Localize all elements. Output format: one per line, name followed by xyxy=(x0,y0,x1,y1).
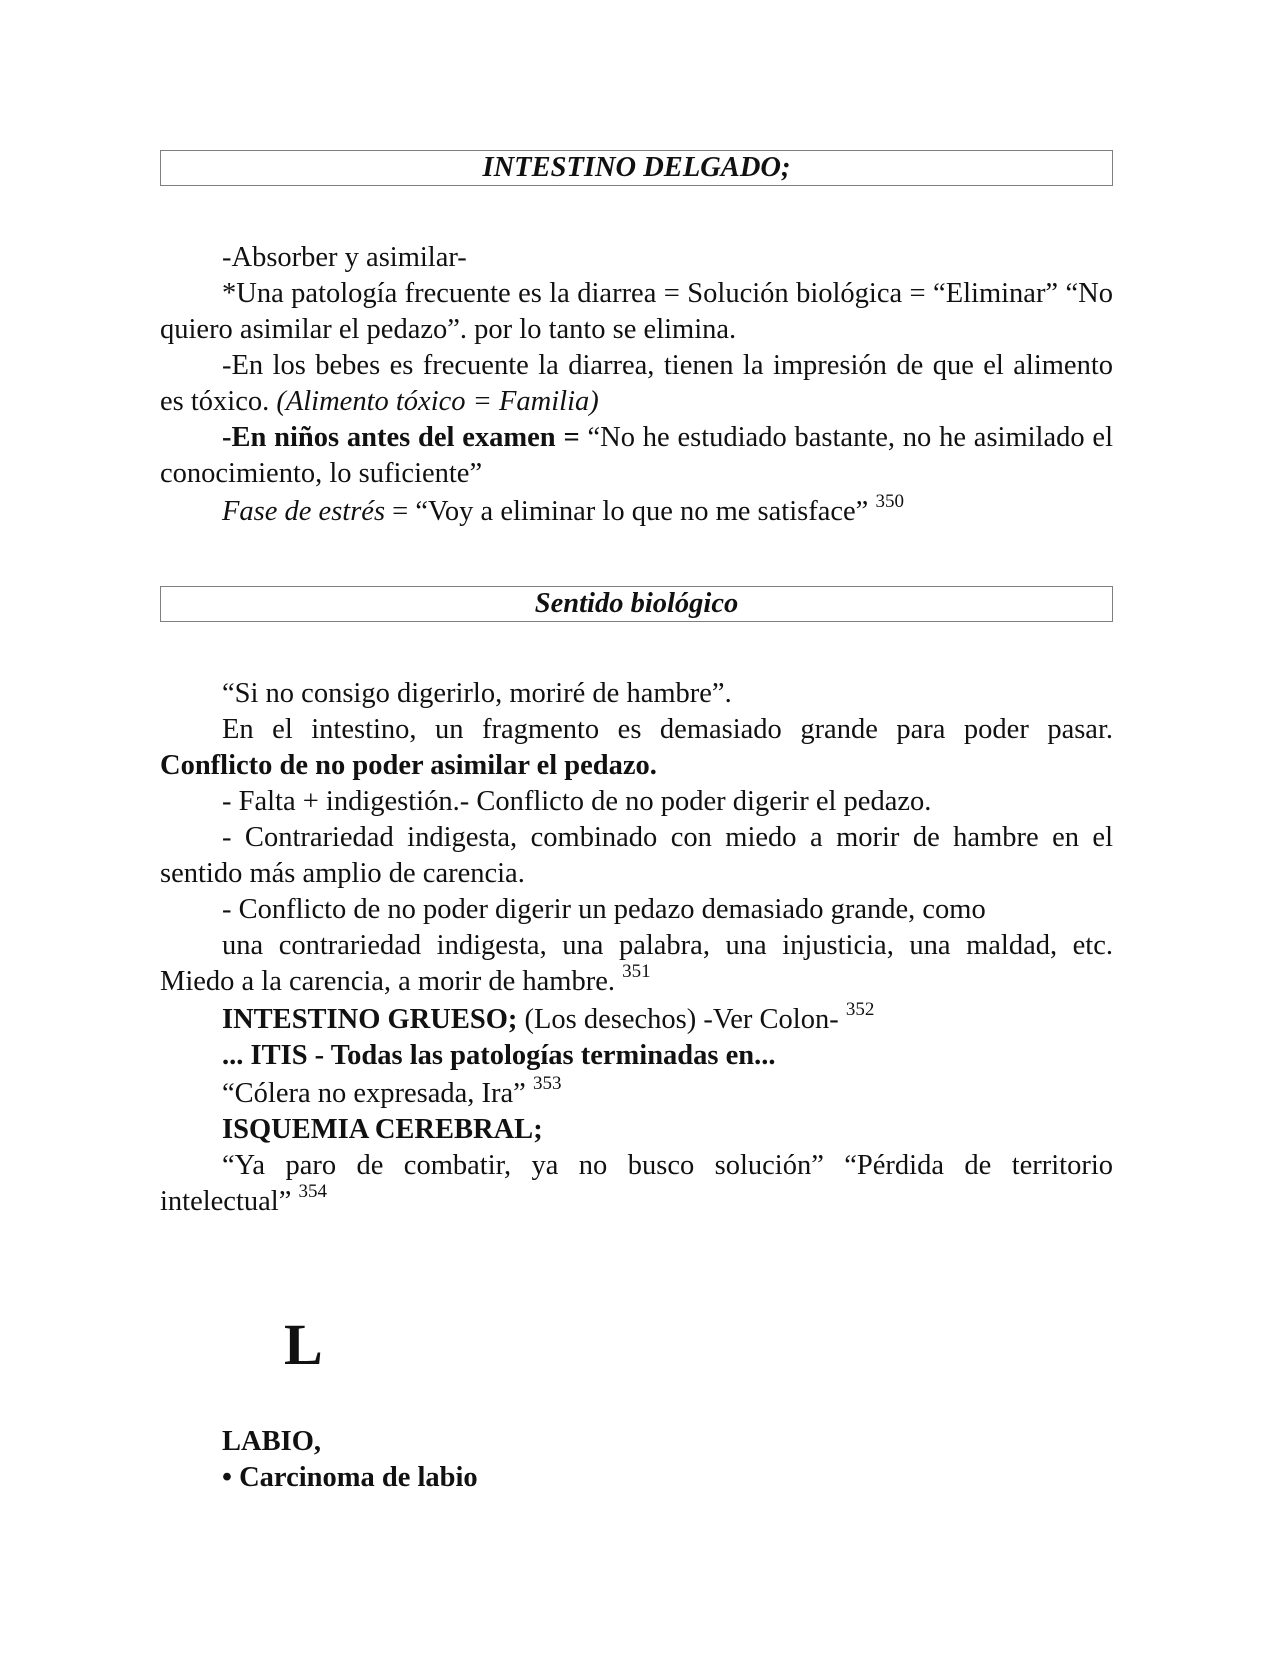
paragraph-contrariedad-indigesta xyxy=(160,928,1113,1000)
section-title-sentido-biologico: Sentido biológico xyxy=(160,586,1113,622)
paragraph-fragmento xyxy=(160,712,1113,784)
ya-paro-text: “Ya paro de combatir, ya no busco solución” “Pérdida de territorio intelectual” xyxy=(160,1150,1113,1217)
footnote-ref-351[interactable]: 351 xyxy=(622,960,651,982)
ninos-examen-bold: -En niños antes del examen = xyxy=(222,422,588,453)
fragmento-bold: Conflicto de no poder asimilar el pedazo. xyxy=(160,750,657,781)
fase-estres-text: = “Voy a eliminar lo que no me satisface” xyxy=(385,496,876,527)
paragraph-ninos-examen xyxy=(160,420,1113,492)
paragraph-colera xyxy=(160,1072,1113,1112)
contrariedad-indigesta-text: una contrariedad indigesta, una palabra, una injusticia, una maldad, etc. Miedo a la carencia, a morir de hambre. xyxy=(160,930,1113,997)
ninos-examen-text: “No he estudiado bastante, no he asimilado el conocimiento, lo suficiente” xyxy=(160,422,1113,489)
colera-text: “Cólera no expresada, Ira” xyxy=(222,1078,533,1109)
bebes-text: -En los bebes es frecuente la diarrea, tienen la impresión de que el alimento es tóxico. xyxy=(160,350,1113,417)
section-sentido-biologico-body xyxy=(160,676,1113,1220)
intestino-grueso-text: (Los desechos) -Ver Colon- xyxy=(517,1004,846,1035)
carcinoma-bullet: • Carcinoma de labio xyxy=(222,1462,478,1493)
fase-estres-italic: Fase de estrés xyxy=(222,496,386,527)
paragraph-fase-estres xyxy=(160,490,1113,530)
section-title-intestino-delgado: INTESTINO DELGADO; xyxy=(160,150,1113,186)
section-labio xyxy=(160,1424,1113,1496)
paragraph-patologia-diarrea: *Una patología frecuente es la diarrea = Solución biológica = “Eliminar” “No quiero asimilar el pedazo”. por lo tanto se elimina. xyxy=(160,278,1113,345)
paragraph-intestino-grueso xyxy=(160,998,1113,1038)
paragraph-absorber: -Absorber y asimilar- xyxy=(222,242,467,273)
footnote-ref-354[interactable]: 354 xyxy=(298,1180,327,1202)
footnote-ref-350[interactable]: 350 xyxy=(875,490,904,512)
paragraph-bebes xyxy=(160,348,1113,420)
section-intestino-delgado-body xyxy=(160,240,1113,530)
letter-section-heading: L xyxy=(284,1312,323,1377)
footnote-ref-353[interactable]: 353 xyxy=(532,1072,562,1094)
paragraph-contrariedad: - Contrariedad indigesta, combinado con miedo a morir de hambre en el sentido más amplio de carencia. xyxy=(160,822,1113,889)
paragraph-itis: ... ITIS - Todas las patologías terminadas en... xyxy=(222,1040,776,1071)
fragmento-text: En el intestino, un fragmento es demasiado grande para poder pasar. xyxy=(222,714,1113,745)
paragraph-conflicto-pedazo: - Conflicto de no poder digerir un pedazo demasiado grande, como xyxy=(222,894,986,925)
bebes-italic-note: (Alimento tóxico = Familia) xyxy=(276,386,599,417)
paragraph-isquemia-cerebral: ISQUEMIA CEREBRAL; xyxy=(222,1114,543,1145)
labio-heading: LABIO, xyxy=(222,1426,321,1457)
footnote-ref-352[interactable]: 352 xyxy=(845,998,875,1020)
intestino-grueso-heading: INTESTINO GRUESO; xyxy=(222,1004,518,1035)
paragraph-digerirlo: “Si no consigo digerirlo, moriré de hambre”. xyxy=(222,678,732,709)
paragraph-ya-paro xyxy=(160,1148,1113,1220)
paragraph-falta-indigestion: - Falta + indigestión.- Conflicto de no poder digerir el pedazo. xyxy=(222,786,932,817)
